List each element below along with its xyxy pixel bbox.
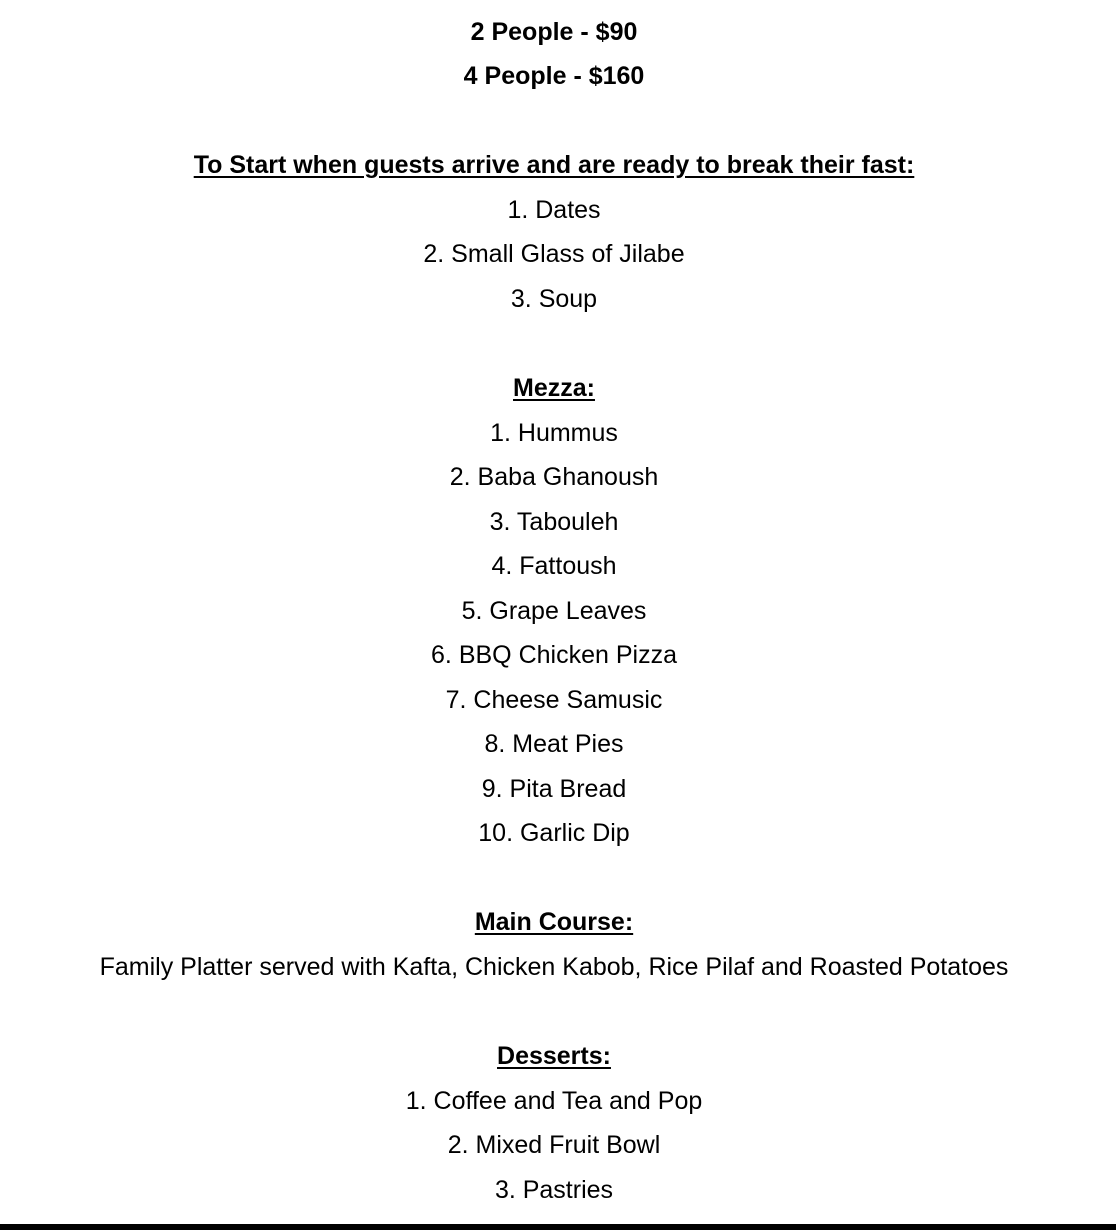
main-course-heading: Main Course: [474,908,634,936]
main-course-description: Family Platter served with Kafta, Chicken Kabob, Rice Pilaf and Roasted Potatoes [99,953,1009,981]
starter-item: 3. Soup [510,285,598,313]
mezza-item: 3. Tabouleh [489,508,619,536]
mezza-item: 9. Pita Bread [481,775,627,803]
starter-item: 2. Small Glass of Jilabe [423,240,685,268]
price-four-people: 4 People - $160 [463,62,645,90]
mezza-item: 7. Cheese Samusic [445,686,663,714]
mezza-item: 4. Fattoush [491,552,617,580]
starter-item: 1. Dates [507,196,601,224]
dessert-item: 1. Coffee and Tea and Pop [405,1087,703,1115]
page-bottom-border [0,1224,1116,1230]
desserts-heading: Desserts: [497,1042,611,1070]
price-two-people: 2 People - $90 [470,18,638,46]
mezza-item: 10. Garlic Dip [478,819,630,847]
starters-heading: To Start when guests arrive and are ready to break their fast: [193,151,915,179]
mezza-item: 5. Grape Leaves [461,597,647,625]
mezza-item: 1. Hummus [490,419,618,447]
mezza-item: 2. Baba Ghanoush [449,463,659,491]
dessert-item: 2. Mixed Fruit Bowl [447,1131,661,1159]
mezza-heading: Mezza: [513,374,595,402]
mezza-item: 6. BBQ Chicken Pizza [431,641,677,669]
mezza-item: 8. Meat Pies [484,730,624,758]
dessert-item: 3. Pastries [494,1176,614,1204]
